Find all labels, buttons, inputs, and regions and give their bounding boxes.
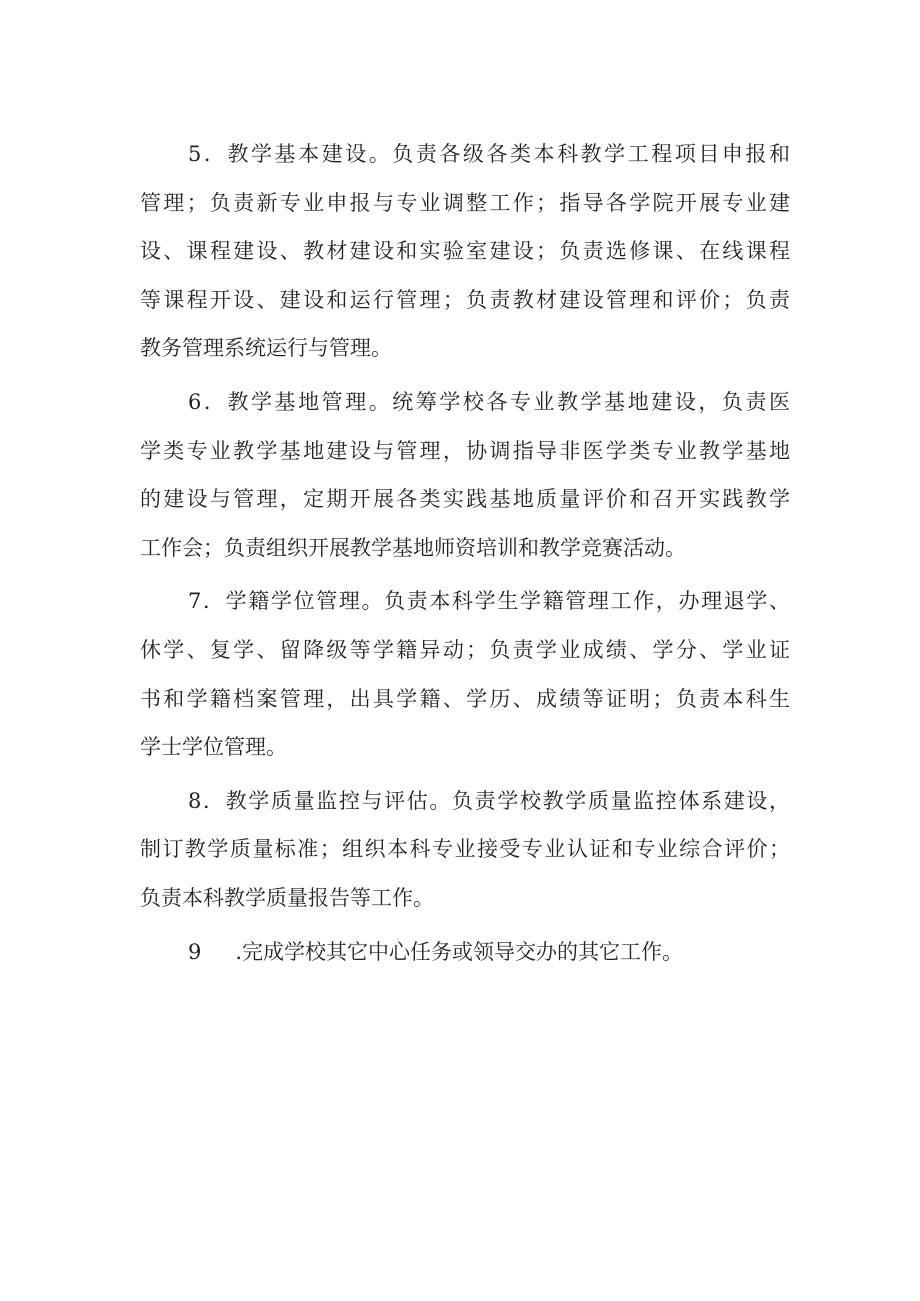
duty-line: 制订教学质量标准；组织本科专业接受专业认证和专业综合评价； bbox=[140, 837, 790, 862]
duty-text: ．教学基本建设。负责各级各类本科教学工程项目申报和 bbox=[201, 142, 790, 166]
duty-text: ．学籍学位管理。负责本科学生学籍管理工作，办理退学、 bbox=[201, 589, 790, 614]
duty-line: 等课程开设、建设和运行管理；负责教材建设管理和评价；负责 bbox=[140, 287, 790, 312]
duty-line: 工作会；负责组织开展教学基地师资培训和教学竞赛活动。 bbox=[140, 535, 686, 560]
duty-line: 负责本科教学质量报告等工作。 bbox=[140, 885, 434, 910]
item-number: 5 bbox=[188, 142, 202, 166]
duty-text: .完成学校其它中心任务或领导交办的其它工作。 bbox=[235, 939, 684, 964]
duty-item-6 bbox=[140, 378, 790, 572]
duty-item-5 bbox=[140, 130, 790, 373]
duty-line bbox=[140, 378, 790, 427]
duty-line: 的建设与管理，定期开展各类实践基地质量评价和召开实践教学 bbox=[140, 487, 790, 512]
item-number: 7 bbox=[188, 589, 202, 614]
duty-line bbox=[140, 928, 790, 977]
duty-line bbox=[140, 777, 790, 826]
duty-line bbox=[140, 130, 790, 179]
duty-line: 学士学位管理。 bbox=[140, 735, 287, 760]
duty-text: ．教学基地管理。统筹学校各专业教学基地建设，负责医 bbox=[201, 389, 790, 414]
item-number: 8 bbox=[188, 788, 202, 813]
duty-line: 休学、复学、留降级等学籍异动；负责学业成绩、学分、学业证 bbox=[140, 637, 790, 662]
duty-line: 书和学籍档案管理，出具学籍、学历、成绩等证明；负责本科生 bbox=[140, 686, 790, 711]
document-body bbox=[140, 130, 790, 981]
duty-line: 管理；负责新专业申报与专业调整工作；指导各学院开展专业建 bbox=[140, 190, 790, 215]
duty-line: 设、课程建设、教材建设和实验室建设；负责选修课、在线课程 bbox=[140, 239, 790, 264]
item-number: 6 bbox=[188, 389, 202, 414]
duty-line: 教务管理系统运行与管理。 bbox=[140, 336, 392, 361]
duty-line bbox=[140, 577, 790, 626]
duty-line: 学类专业教学基地建设与管理，协调指导非医学类专业教学基地 bbox=[140, 438, 790, 463]
duty-item-9 bbox=[140, 928, 790, 977]
duty-item-7 bbox=[140, 577, 790, 771]
duty-text: ．教学质量监控与评估。负责学校教学质量监控体系建设， bbox=[201, 788, 790, 813]
duty-item-8 bbox=[140, 777, 790, 923]
item-number: 9 bbox=[188, 939, 202, 964]
